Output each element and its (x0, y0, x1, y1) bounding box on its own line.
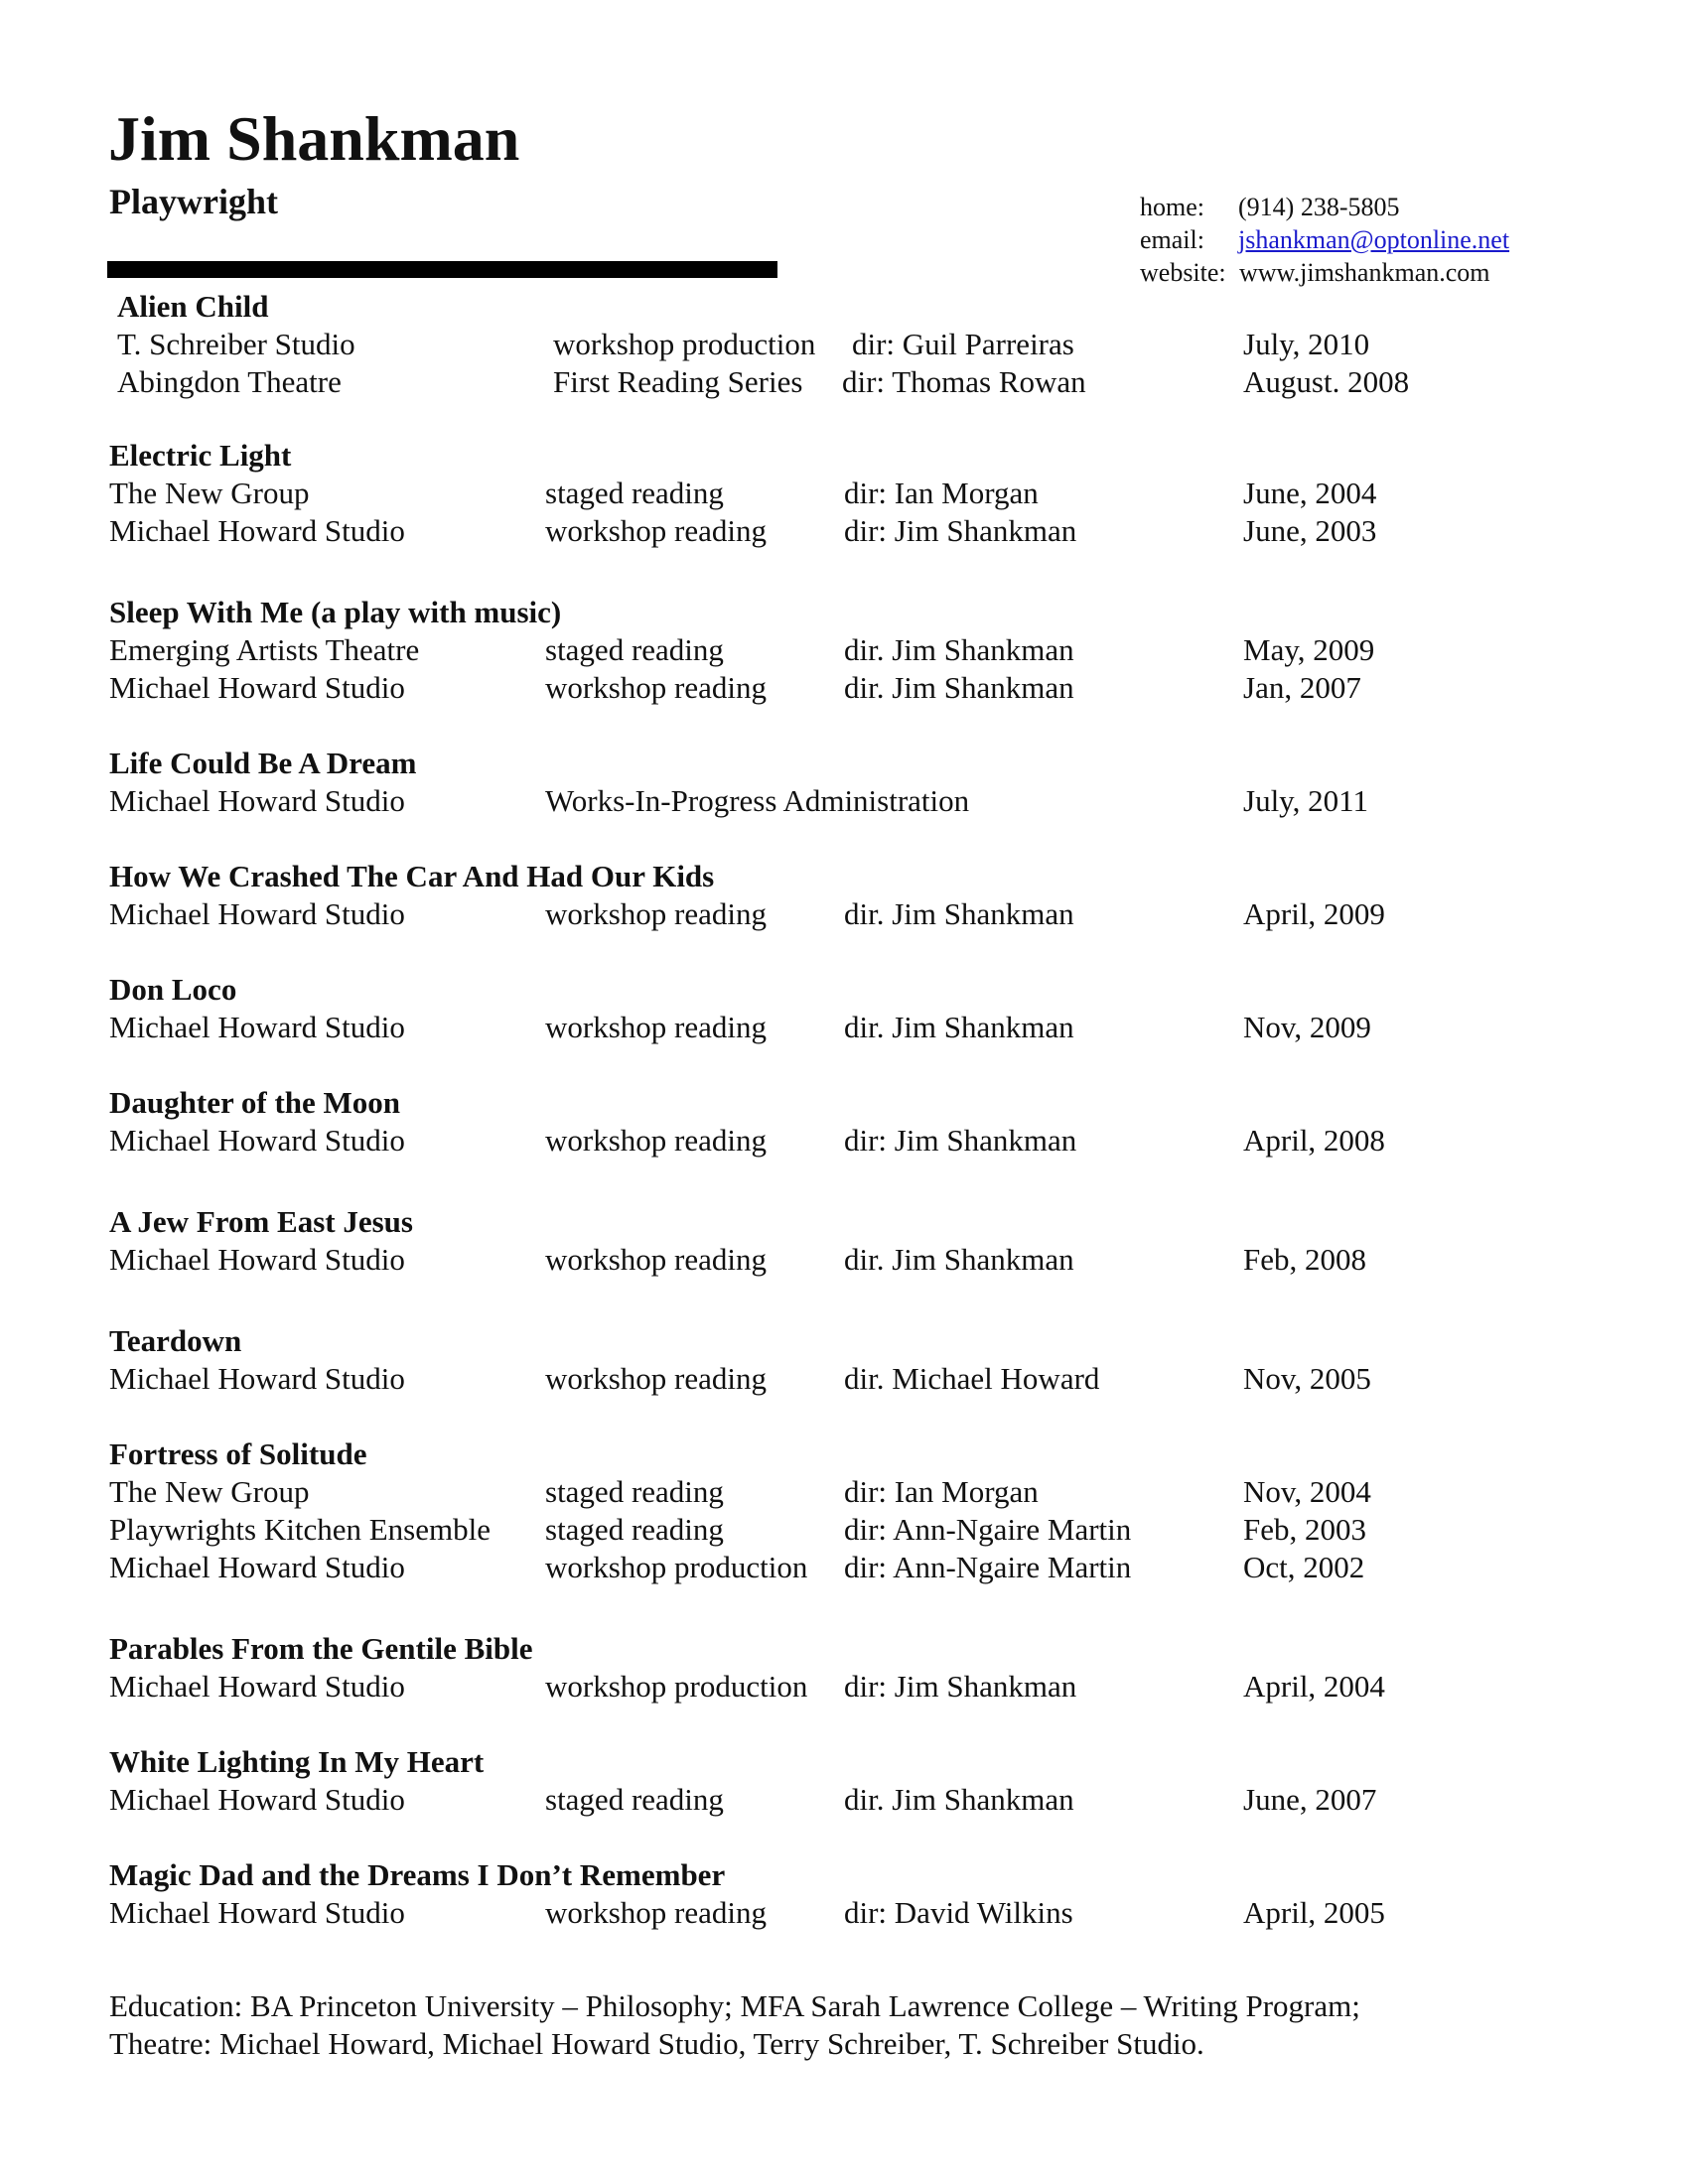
production-row (109, 669, 1599, 707)
production-type: workshop production (545, 1550, 808, 1584)
production-row (109, 475, 1599, 512)
production-type: workshop production (545, 1669, 808, 1704)
play-title: Don Loco (109, 972, 237, 1007)
production-date: Nov, 2005 (1243, 1361, 1371, 1396)
production-venue: Michael Howard Studio (109, 1242, 405, 1277)
production-row (109, 631, 1599, 669)
production-date: April, 2008 (1243, 1123, 1385, 1158)
header-rule (107, 261, 777, 278)
production-date: May, 2009 (1243, 632, 1375, 667)
production-director: dir: Ann-Ngaire Martin (844, 1550, 1132, 1584)
production-director: dir: Guil Parreiras (852, 327, 1074, 361)
production-type: workshop reading (545, 896, 767, 931)
production-venue: Michael Howard Studio (109, 1123, 405, 1158)
production-type: staged reading (545, 1782, 724, 1817)
production-row (109, 1360, 1599, 1398)
production-row (117, 363, 1599, 401)
email-value (1238, 223, 1509, 256)
play-section (109, 288, 1599, 401)
play-title: Teardown (109, 1323, 242, 1358)
play-title: Fortress of Solitude (109, 1436, 367, 1471)
production-date: June, 2003 (1243, 513, 1377, 548)
production-date: June, 2007 (1243, 1782, 1377, 1817)
production-row (109, 782, 1599, 820)
production-type: workshop reading (545, 1242, 767, 1277)
production-venue: The New Group (109, 1474, 310, 1509)
production-director: dir: Jim Shankman (844, 513, 1077, 548)
production-venue: The New Group (109, 476, 310, 510)
email-link[interactable]: jshankman@optonline.net (1238, 225, 1510, 254)
theatre-training-line: Theatre: Michael Howard, Michael Howard Studio, Terry Schreiber, T. Schreiber Studio. (109, 2026, 1204, 2061)
play-section (109, 745, 1599, 820)
production-director: dir: Ian Morgan (844, 1474, 1039, 1509)
production-director: dir: Ian Morgan (844, 476, 1039, 510)
production-venue: Michael Howard Studio (109, 1782, 405, 1817)
production-row (109, 1781, 1599, 1819)
website-value: www.jimshankman.com (1239, 258, 1490, 287)
home-phone: (914) 238-5805 (1238, 193, 1400, 221)
production-row (109, 512, 1599, 550)
production-type: staged reading (545, 1474, 724, 1509)
production-director: dir. Jim Shankman (844, 896, 1074, 931)
play-section (109, 971, 1599, 1046)
production-date: April, 2005 (1243, 1895, 1385, 1930)
play-title: Life Could Be A Dream (109, 746, 417, 780)
production-date: Jan, 2007 (1243, 670, 1361, 705)
play-section (109, 1322, 1599, 1398)
production-date: July, 2011 (1243, 783, 1369, 818)
production-type: Works-In-Progress Administration (545, 783, 970, 818)
play-title: Alien Child (117, 289, 269, 324)
play-title: A Jew From East Jesus (109, 1204, 413, 1239)
production-venue: Michael Howard Studio (109, 1669, 405, 1704)
production-row (109, 1549, 1599, 1586)
production-director: dir. Jim Shankman (844, 1782, 1074, 1817)
home-label: home: (1140, 193, 1204, 221)
play-section (109, 437, 1599, 550)
production-row (109, 1511, 1599, 1549)
production-director: dir: Jim Shankman (844, 1123, 1077, 1158)
production-row (109, 1241, 1599, 1279)
production-director: dir. Jim Shankman (844, 632, 1074, 667)
production-venue: Abingdon Theatre (117, 364, 342, 399)
production-row (109, 1473, 1599, 1511)
resume-role: Playwright (109, 182, 278, 221)
production-type: workshop reading (545, 1361, 767, 1396)
play-section (109, 594, 1599, 707)
production-date: Nov, 2009 (1243, 1010, 1371, 1044)
play-section (109, 858, 1599, 933)
production-venue: Emerging Artists Theatre (109, 632, 420, 667)
production-date: April, 2004 (1243, 1669, 1385, 1704)
production-row (117, 326, 1599, 363)
production-type: staged reading (545, 632, 724, 667)
production-venue: Michael Howard Studio (109, 1550, 405, 1584)
production-venue: T. Schreiber Studio (117, 327, 355, 361)
production-date: August. 2008 (1243, 364, 1410, 399)
play-title: Electric Light (109, 438, 292, 473)
production-type: staged reading (545, 476, 724, 510)
production-director: dir: Ann-Ngaire Martin (844, 1512, 1132, 1547)
production-date: April, 2009 (1243, 896, 1385, 931)
production-row (109, 1894, 1599, 1932)
play-section (109, 1743, 1599, 1819)
play-title: How We Crashed The Car And Had Our Kids (109, 859, 715, 893)
play-section (109, 1856, 1599, 1932)
play-section (109, 1630, 1599, 1706)
production-type: workshop reading (545, 1123, 767, 1158)
play-title: Sleep With Me (a play with music) (109, 595, 562, 629)
production-director: dir. Jim Shankman (844, 1010, 1074, 1044)
play-section (109, 1435, 1599, 1586)
production-director: dir: Jim Shankman (844, 1669, 1077, 1704)
production-type: workshop reading (545, 513, 767, 548)
production-date: July, 2010 (1243, 327, 1370, 361)
production-date: Feb, 2008 (1243, 1242, 1366, 1277)
education-block (109, 1987, 1360, 2063)
production-row (109, 1668, 1599, 1706)
production-venue: Michael Howard Studio (109, 896, 405, 931)
production-row (109, 895, 1599, 933)
production-type: workshop reading (545, 1010, 767, 1044)
production-date: Nov, 2004 (1243, 1474, 1371, 1509)
production-venue: Michael Howard Studio (109, 1010, 405, 1044)
production-row (109, 1009, 1599, 1046)
production-date: June, 2004 (1243, 476, 1377, 510)
production-date: Feb, 2003 (1243, 1512, 1366, 1547)
production-venue: Michael Howard Studio (109, 1895, 405, 1930)
production-venue: Michael Howard Studio (109, 670, 405, 705)
production-venue: Michael Howard Studio (109, 1361, 405, 1396)
production-type: First Reading Series (553, 364, 803, 399)
production-venue: Michael Howard Studio (109, 513, 405, 548)
email-label: email: (1140, 225, 1204, 254)
production-director: dir: David Wilkins (844, 1895, 1073, 1930)
play-section (109, 1084, 1599, 1160)
production-director: dir. Jim Shankman (844, 1242, 1074, 1277)
production-type: workshop production (553, 327, 816, 361)
production-type: staged reading (545, 1512, 724, 1547)
play-title: White Lighting In My Heart (109, 1744, 485, 1779)
production-type: workshop reading (545, 1895, 767, 1930)
play-title: Magic Dad and the Dreams I Don’t Remember (109, 1857, 726, 1892)
production-director: dir. Jim Shankman (844, 670, 1074, 705)
production-venue: Michael Howard Studio (109, 783, 405, 818)
production-date: Oct, 2002 (1243, 1550, 1365, 1584)
resume-name: Jim Shankman (108, 103, 520, 174)
website-label: website: (1140, 258, 1226, 287)
plays-list (109, 288, 1599, 1932)
production-type: workshop reading (545, 670, 767, 705)
production-venue: Playwrights Kitchen Ensemble (109, 1512, 491, 1547)
education-line: Education: BA Princeton University – Philosophy; MFA Sarah Lawrence College – Writing Program; (109, 1988, 1360, 2023)
play-title: Daughter of the Moon (109, 1085, 401, 1120)
production-director: dir. Michael Howard (844, 1361, 1100, 1396)
production-row (109, 1122, 1599, 1160)
production-director: dir: Thomas Rowan (842, 364, 1086, 399)
play-title: Parables From the Gentile Bible (109, 1631, 533, 1666)
play-section (109, 1203, 1599, 1279)
